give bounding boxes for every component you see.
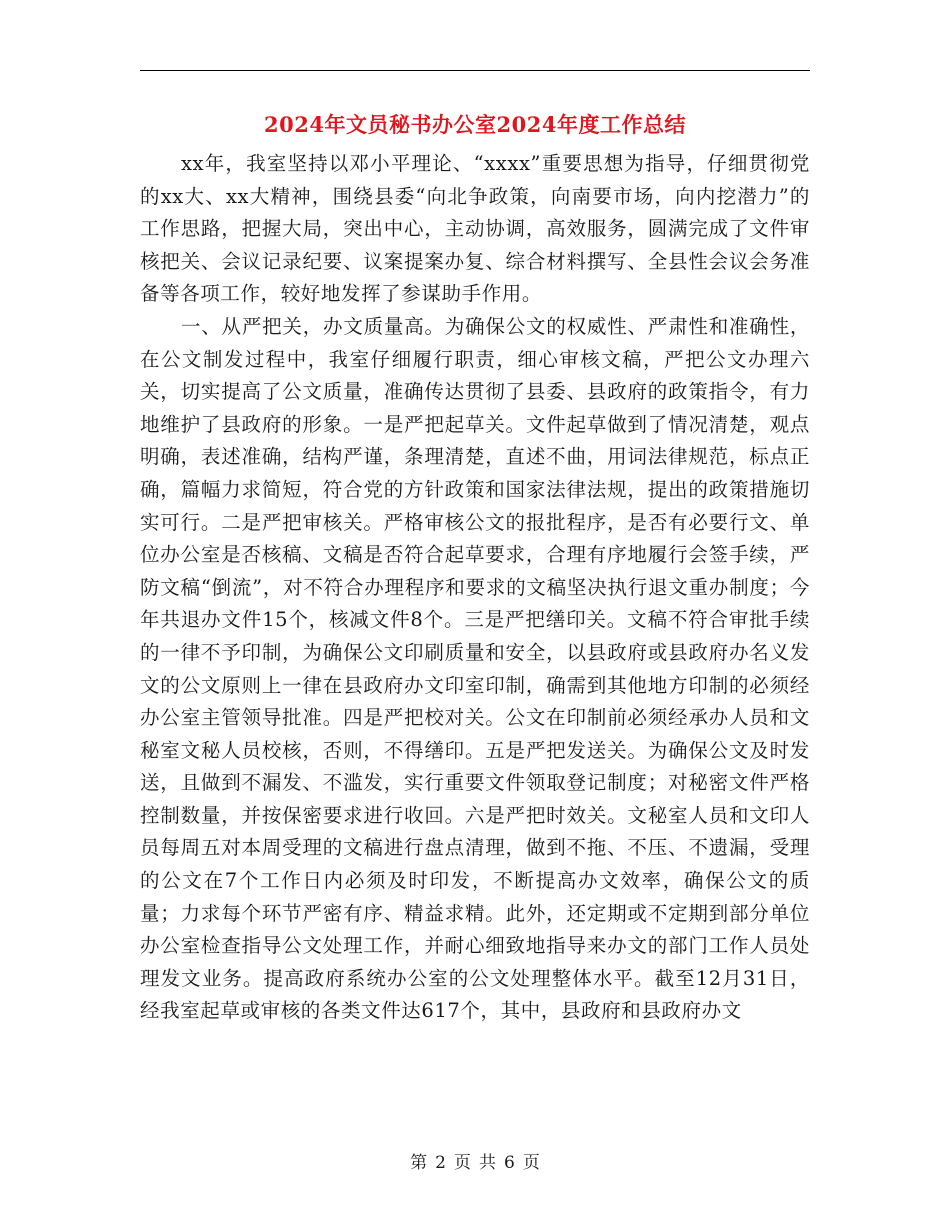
document-title: 2024年文员秘书办公室2024年度工作总结 bbox=[264, 112, 686, 137]
paragraph-intro: xx年，我室坚持以邓小平理论、“xxxx”重要思想为指导，仔细贯彻党的xx大、xx大精神，围绕县委“向北争政策，向南要市场，向内挖潜力”的工作思路，把握大局，突出中心，主动协调，高效服务，圆满完成了文件审核把关、会议记录纪要、议案提案办复、综合材料撰写、全县性会议会务准备等各项工作，较好地发挥了参谋助手作用。 bbox=[140, 152, 810, 306]
paragraph-section-one: 一、从严把关，办文质量高。为确保公文的权威性、严肃性和准确性，在公文制发过程中，我室仔细履行职责，细心审核文稿，严把公文办理六关，切实提高了公文质量，准确传达贯彻了县委、县政府的政策指令，有力地维护了县政府的形象。一是严把起草关。文件起草做到了情况清楚，观点明确，表述准确，结构严谨，条理清楚，直述不曲，用词法律规范，标点正确，篇幅力求简短，符合党的方针政策和国家法律法规，提出的政策措施切实可行。二是严把审核关。严格审核公文的报批程序，是否有必要行文、单位办公室是否核稿、文稿是否符合起草要求，合理有序地履行会签手续，严防文稿“倒流”，对不符合办理程序和要求的文稿坚决执行退文重办制度；今年共退办文件15个，核减文件8个。三是严把缮印关。文稿不符合审批手续的一律不予印制，为确保公文印刷质量和安全，以县政府或县政府办名义发文的公文原则上一律在县政府办文印室印制，确需到其他地方印制的必须经办公室主管领导批准。四是严把校对关。公文在印制前必须经承办人员和文秘室文秘人员校核，否则，不得缮印。五是严把发送关。为确保公文及时发送，且做到不漏发、不滥发，实行重要文件领取登记制度；对秘密文件严格控制数量，并按保密要求进行收回。六是严把时效关。文秘室人员和文印人员每周五对本周受理的文稿进行盘点清理，做到不拖、不压、不遗漏，受理的公文在7个工作日内必须及时印发，不断提高办文效率，确保公文的质量；力求每个环节严密有序、精益求精。此外，还定期或不定期到部分单位办公室检查指导公文处理工作，并耐心细致地指导来办文的部门工作人员处理发文业务。提高政府系统办公室的公文处理整体水平。截至12月31日，经我室起草或审核的各类文件达617个，其中，县政府和县政府办文 bbox=[140, 314, 810, 1023]
page-footer bbox=[0, 1152, 950, 1174]
footer-current-page: 2 bbox=[435, 1153, 446, 1173]
document-body bbox=[140, 148, 810, 1028]
footer-label-unit: 页 bbox=[454, 1153, 471, 1173]
footer-label-total: 共 bbox=[479, 1153, 496, 1173]
header-rule bbox=[140, 70, 810, 71]
footer-total-pages: 6 bbox=[504, 1153, 515, 1173]
footer-label-page: 第 bbox=[410, 1153, 428, 1173]
footer-label-unit-2: 页 bbox=[522, 1153, 540, 1173]
